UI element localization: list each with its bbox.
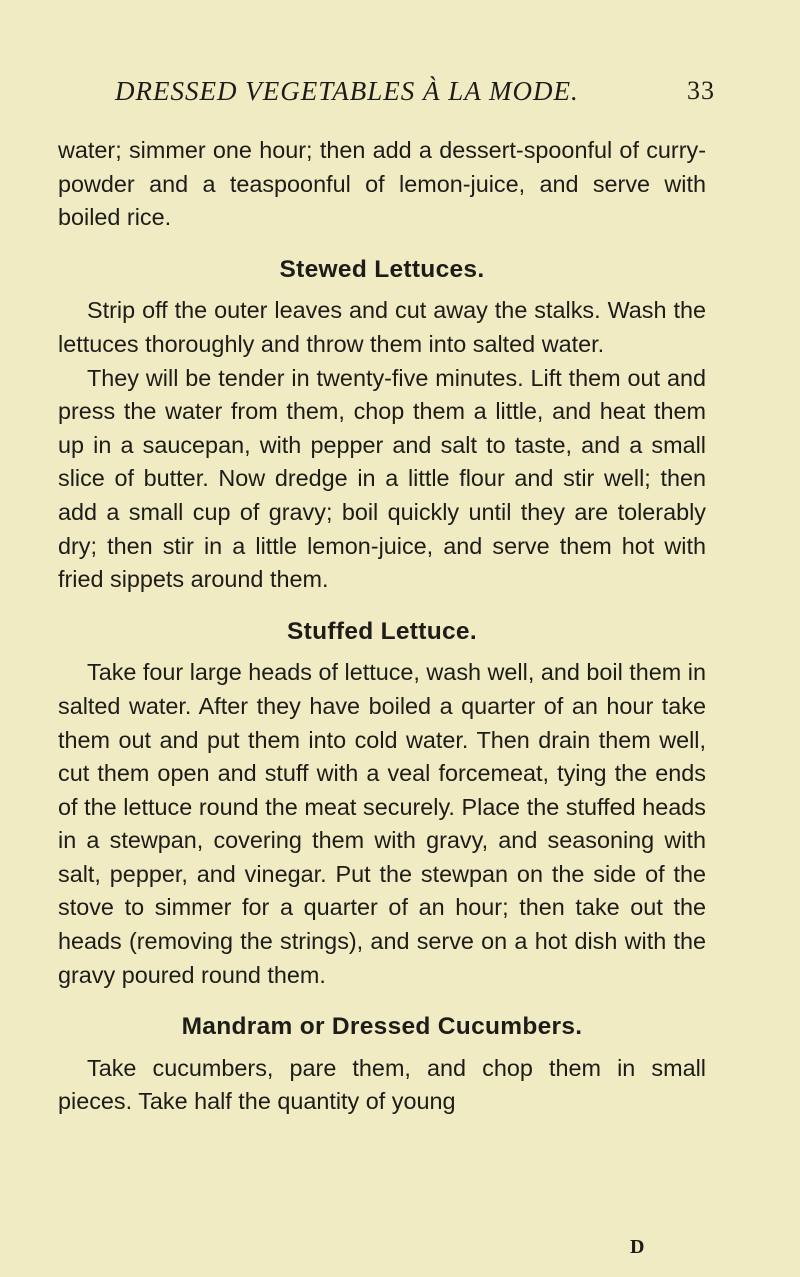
recipe-stuffed-lettuce xyxy=(58,615,706,993)
recipe-heading: Mandram or Dressed Cucumbers. xyxy=(181,1013,583,1041)
recipe-mandram xyxy=(58,1010,706,1119)
body-text xyxy=(58,134,706,1119)
recipe-paragraph: Take four large heads of lettuce, wash well, and boil them in salted water. After they have boiled a quarter of an hour take them out and put them into cold water. Then drain them well, cut them open and stuff with a veal forcemeat, tying the ends of the lettuce round the meat securely. Place the stuffed heads in a stewpan, covering them with gravy, and seasoning with salt, pepper, and vinegar. Put the stewpan on the side of the stove to simmer for a quarter of an hour; then take out the heads (removing the strings), and serve on a hot dish with the gravy poured round them. xyxy=(58,659,706,988)
running-head-title: DRESSED VEGETABLES À LA MODE. xyxy=(115,76,579,106)
continued-paragraph: water; simmer one hour; then add a dessert-spoonful of curry-powder and a teaspoonful of lemon-juice, and serve with boiled rice. xyxy=(58,137,706,231)
page-number: 33 xyxy=(687,76,715,105)
running-head xyxy=(115,76,715,116)
recipe-paragraph: Take cucumbers, pare them, and chop them in small pieces. Take half the quantity of young xyxy=(58,1054,706,1115)
recipe-paragraph: Strip off the outer leaves and cut away the stalks. Wash the lettuces thoroughly and throw them into salted water. xyxy=(58,297,706,357)
recipe-heading: Stewed Lettuces. xyxy=(279,255,485,283)
signature-mark: D xyxy=(630,1236,645,1258)
recipe-heading: Stuffed Lettuce. xyxy=(287,617,477,645)
recipe-stewed-lettuces xyxy=(58,253,706,597)
recipe-paragraph: They will be tender in twenty-five minutes. Lift them out and press the water from them, chop them a little, and heat them up in a saucepan, with pepper and salt to taste, and a small slice of butter. Now dredge in a little flour and stir well; then add a small cup of gravy; boil quickly until they are tolerably dry; then stir in a little lemon-juice, and serve them hot with fried sippets around them. xyxy=(58,364,706,593)
